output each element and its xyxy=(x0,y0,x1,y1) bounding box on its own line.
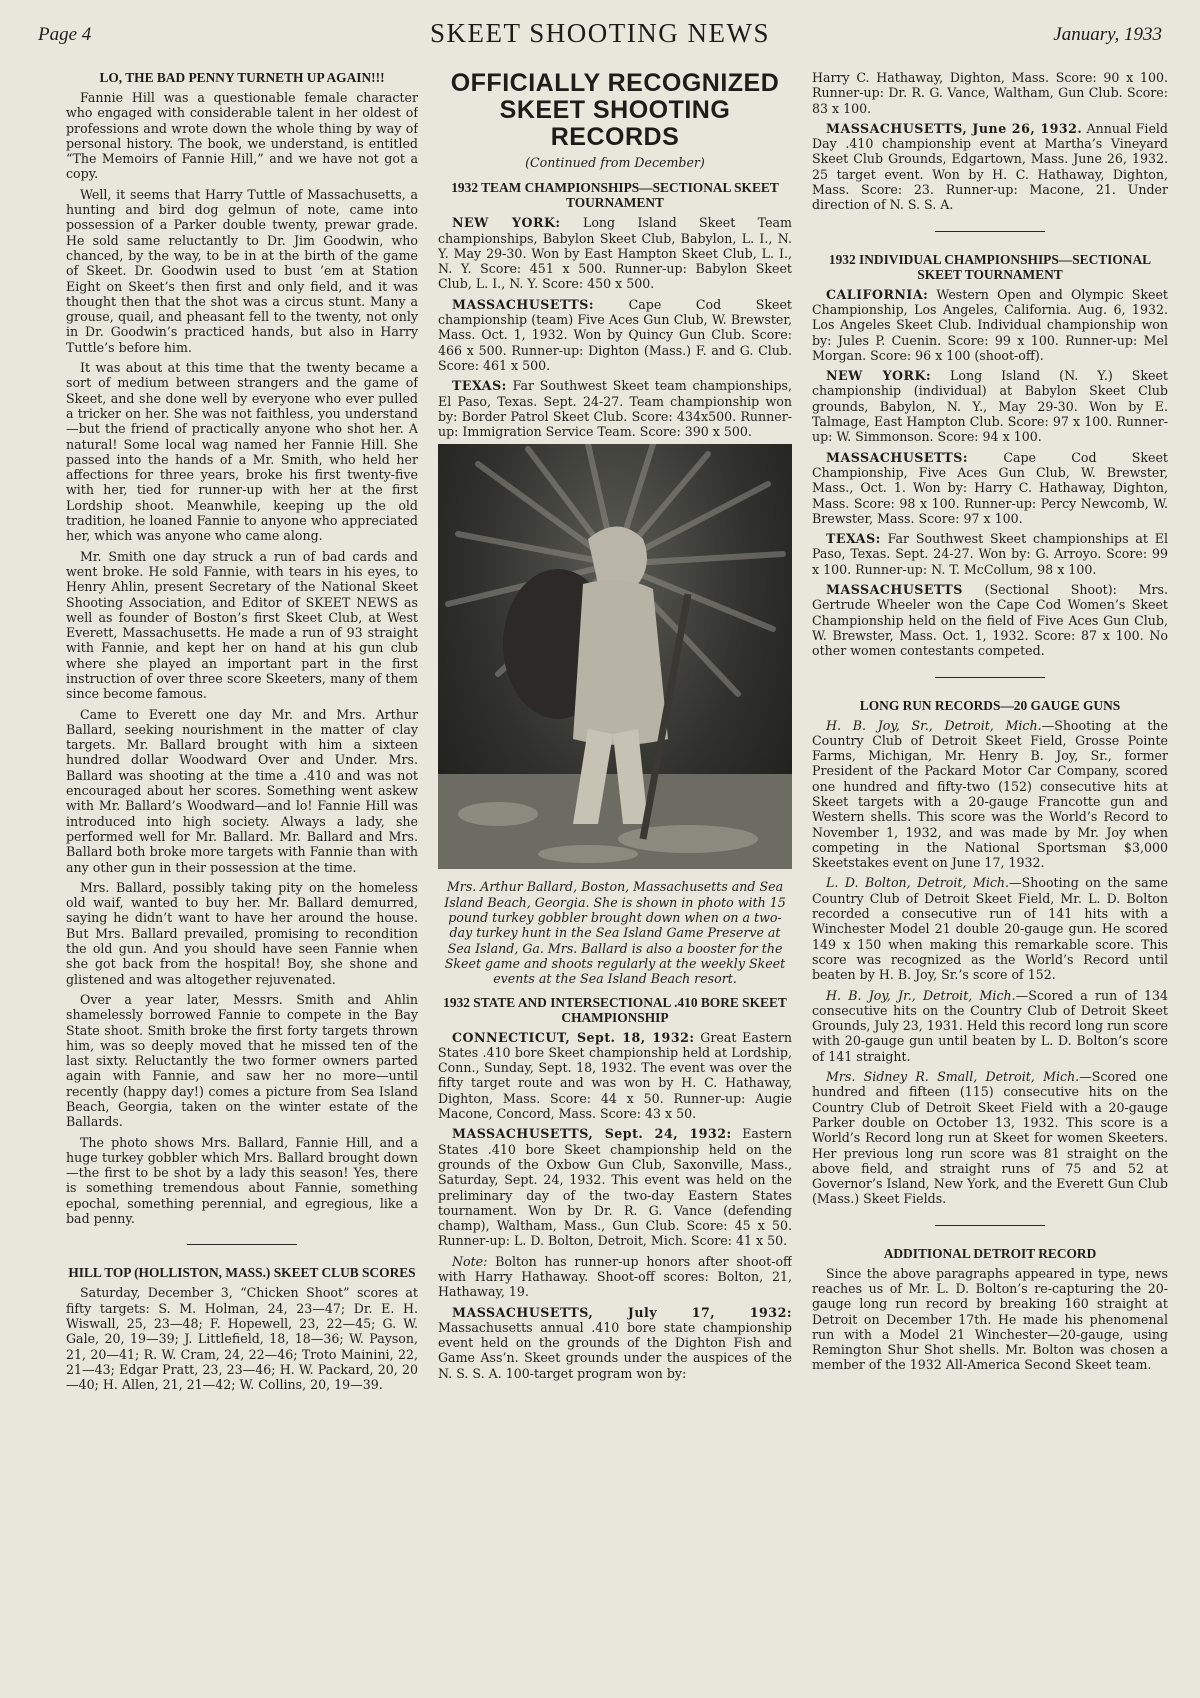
entry-text: —Scored a run of 134 consecutive hits on the Country Club of Detroit Skeet Grounds, July 23, 1931. Held this record long run score with 20-gauge gun until beaten by L. D. Bolton’s score of 141 straight. xyxy=(812,987,1168,1064)
section-divider xyxy=(935,231,1045,232)
individual-championships-headline: 1932 INDIVIDUAL CHAMPIONSHIPS—SECTIONAL SKEET TOURNAMENT xyxy=(828,251,1152,282)
page-number: Page 4 xyxy=(38,24,92,45)
entry-text: (Sectional Shoot): Mrs. Gertrude Wheeler won the Cape Cod Women’s Skeet Championship held on the field of Five Aces Gun Club, W. Brewster, Mass. Oct. 1, 1932. Score: 87 x 100. No other women contestants competed. xyxy=(812,582,1168,659)
entry-text: Great Eastern States .410 bore Skeet championship held at Lordship, Conn., Sunday, Sept. 18, 1932. The event was over the fifty target route and was won by H. C. Hathaway, Dighton, Mass. Score: 44 x 50. Runner-up: Augie Macone, Concord, Mass. Score: 43 x 50. xyxy=(438,1029,792,1122)
record-entry xyxy=(438,215,792,291)
hilltop-headline: HILL TOP (HOLLISTON, MASS.) SKEET CLUB SCORES xyxy=(68,1265,416,1281)
penny-paragraph: Mr. Smith one day struck a run of bad cards and went broke. He sold Fannie, with tears in his eyes, to Henry Ahlin, present Secretary of the National Skeet Shooting Association, and Editor of SKEET NEWS as well as founder of Boston’s first Skeet Club, at West Everett, Massachusetts. He made a run of 93 straight with Fannie, and kept her on hand at his gun club where she played an important part in the first instruction of over three score Skeeters, many of them since become famous. xyxy=(66,548,418,702)
long-run-entry xyxy=(812,875,1168,982)
record-note xyxy=(438,1254,792,1300)
entry-text: Western Open and Olympic Skeet Championship, Los Angeles, California. Aug. 6, 1932. Los Angeles Skeet Club. Individual championship won by: Jules P. Cuenin. Score: 99 x 100. Runner-up: Mel Morgan. Score: 96 x 100 (shoot-off). xyxy=(812,286,1168,363)
long-run-entry xyxy=(812,1069,1168,1207)
state-410-headline: 1932 STATE AND INTERSECTIONAL .410 BORE SKEET CHAMPIONSHIP xyxy=(443,994,787,1025)
section-divider xyxy=(935,1225,1045,1226)
penny-paragraph: The photo shows Mrs. Ballard, Fannie Hill, and a huge turkey gobbler which Mrs. Ballard brought down—the first to be shot by a lady this season! Yes, there is something tremendous about Fannie, something epochal, something perennial, and egregious, like a bad penny. xyxy=(66,1134,418,1227)
entry-text: Cape Cod Skeet Championship, Five Aces Gun Club, W. Brewster, Mass., Oct. 1. Won by: Harry C. Hathaway, Dighton, Mass. Score: 98 x 100. Runner-up: Percy Newcomb, W. Brewster, Mass. Score: 97 x 100. xyxy=(812,449,1168,526)
issue-date: January, 1933 xyxy=(1053,24,1162,45)
publication-title: SKEET SHOOTING NEWS xyxy=(430,18,770,48)
entry-state: CALIFORNIA: xyxy=(826,286,929,302)
long-run-entry xyxy=(812,718,1168,871)
section-divider xyxy=(935,677,1045,678)
ballard-turkey-photo xyxy=(438,444,792,869)
entry-state: MASSACHUSETTS: xyxy=(452,296,595,312)
entry-state: TEXAS: xyxy=(452,378,507,394)
penny-paragraph: Over a year later, Messrs. Smith and Ahlin shamelessly borrowed Fannie to compete in the Bay State shoot. Smith broke the first forty targets thrown him, was so deeply moved that he missed ten of the last sixty. Reluctantly the two former owners parted again with Fannie, and saw her no more—until recently (happy day!) comes a picture from Sea Island Beach, Georgia, taken on the winter estate of the Ballards. xyxy=(66,991,418,1130)
record-entry xyxy=(812,531,1168,577)
record-entry xyxy=(438,378,792,439)
entry-text: Cape Cod Skeet championship (team) Five Aces Gun Club, W. Brewster, Mass. Oct. 1, 1932. Won by Quincy Gun Club. Score: 466 x 500. Runner-up: Dighton (Mass.) F. and G. Club. Score: 461 x 500. xyxy=(438,296,792,373)
note-label: Note: xyxy=(452,1253,488,1269)
entry-text: Far Southwest Skeet team championships, El Paso, Texas. Sept. 24-27. Team championship won by: Border Patrol Skeet Club. Score: 434x500. Runner-up: Immigration Service Team. Score: 390 x 500. xyxy=(438,378,792,440)
entry-text: —Shooting at the Country Club of Detroit Skeet Field, Grosse Pointe Farms, Michigan, Mr. Henry B. Joy, Sr., former President of the Packard Motor Car Company, scored one hundred and fifty-two (152) consecutive hits at Skeet targets with a 20-gauge Francotte gun and Western shells. This score was the World’s Record to November 1, 1932, and was made by Mr. Joy when competing in the National Sportsman $3,000 Skeetstakes event on June 17, 1932. xyxy=(812,717,1168,871)
records-headline: OFFICIALLY RECOGNIZED SKEET SHOOTING RECORDS xyxy=(450,70,780,151)
hilltop-scores: Saturday, December 3, “Chicken Shoot” scores at fifty targets: S. M. Holman, 24, 23—47; Dr. E. H. Wiswall, 25, 23—48; F. Hopewell, 23, 22—45; G. W. Gale, 20, 19—39; J. Littlefield, 18, 18—36; W. Payson, 21, 20—41; R. W. Cram, 24, 22—46; Troto Mainini, 22, 21—43; Edgar Pratt, 23, 23—46; H. W. Packard, 20, 20—40; H. Allen, 21, 21—42; W. Collins, 20, 19—39. xyxy=(66,1285,418,1393)
entry-text: Far Southwest Skeet championships at El Paso, Texas. Sept. 24-27. Won by: G. Arroyo. Score: 99 x 100. Runner-up: N. T. McCollum, 98 x 100. xyxy=(812,531,1168,577)
entry-text: —Shooting on the same Country Club of Detroit Skeet Field, Mr. L. D. Bolton recorded a consecutive run of 141 hits with a Winchester Model 21 double 20-gauge gun. He scored 149 x 150 when making this remarkable score. This score was recognized as the World’s Record until beaten by H. B. Joy, Sr.’s score of 152. xyxy=(812,875,1168,983)
penny-paragraph: It was about at this time that the twenty became a sort of medium between strangers and the game of Skeet, and she done well by everyone who ever pulled a tricker on her. She was not faithless, you understand —but the friend of practically anyone who shot her. A natural! Some local wag named her Fannie Hill. She passed into the hands of a Mr. Smith, who held her affections for three years, broke his first twenty-five with her, tied for runner-up with her at the first Lordship shoot. Meanwhile, keeping up the old tradition, he loaned Fannie to anyone who appreciated her, which was anyone who came along. xyxy=(66,360,418,544)
column-3 xyxy=(812,70,1168,1684)
record-entry xyxy=(438,1030,792,1122)
team-championships-headline: 1932 TEAM CHAMPIONSHIPS—SECTIONAL SKEET TOURNAMENT xyxy=(451,180,779,211)
entry-text: —Scored one hundred and fifteen (115) consecutive hits on the Country Club of Detroit Skeet Field with a 20-gauge Parker double on October 13, 1932. This score is a World’s Record long run at Skeet for women Skeeters. Her previous long run score was 81 straight on the above field, and straight runs of 75 and 52 at Governor’s Island, New York, and the Everett Gun Club (Mass.) Skeet Fields. xyxy=(812,1069,1168,1207)
record-entry xyxy=(438,1126,792,1248)
detroit-record-body: Since the above paragraphs appeared in type, news reaches us of Mr. L. D. Bolton’s re-capturing the 20-gauge long run record by breaking 160 straight at Detroit on December 17th. He made his phenomenal run with a Model 21 Winchester—20-gauge, using Remington Shur Shot shells. Mr. Bolton was chosen a member of the 1932 All-America Second Skeet team. xyxy=(812,1265,1168,1373)
long-run-entry xyxy=(812,988,1168,1064)
entry-state: TEXAS: xyxy=(826,531,881,547)
continued-note: (Continued from December) xyxy=(525,155,705,170)
record-entry xyxy=(812,582,1168,658)
penny-paragraph: Well, it seems that Harry Tuttle of Massachusetts, a hunting and bird dog gelmun of note, came into possession of a Parker double twenty, prewar grade. He sold same reluctantly to Dr. Jim Goodwin, who chanced, by the way, to be in at the birth of the game of Skeet. Dr. Goodwin used to bust ’em at Station Eight on Skeet’s then first and only field, and it was thought then that the shot was a circus stunt. Many a grouse, quail, and pheasant fell to the twenty, not only in Dr. Goodwin’s practiced hands, but also in Harry Tuttle’s before him. xyxy=(66,186,418,355)
shooter-name: Mrs. Sidney R. Small, Detroit, Mich. xyxy=(826,1069,1080,1085)
record-entry xyxy=(812,368,1168,444)
entry-state: MASSACHUSETTS xyxy=(826,582,963,598)
record-entry xyxy=(812,450,1168,526)
entry-state: MASSACHUSETTS: xyxy=(826,449,969,465)
section-divider xyxy=(187,1244,297,1245)
record-entry xyxy=(812,287,1168,363)
shooter-name: H. B. Joy, Jr., Detroit, Mich. xyxy=(826,987,1016,1003)
entry-state: MASSACHUSETTS, July 17, 1932: xyxy=(452,1304,792,1320)
running-header xyxy=(0,14,1200,54)
entry-state: MASSACHUSETTS, June 26, 1932. xyxy=(826,120,1083,136)
shooter-name: L. D. Bolton, Detroit, Mich. xyxy=(826,875,1010,891)
entry-text: Long Island (N. Y.) Skeet championship (individual) at Babylon Skeet Club grounds, Babylon, N. Y., May 29-30. Won by E. Talmage, East Hampton Club. Score: 97 x 100. Runner-up: W. Simmonson. Score: 94 x 100. xyxy=(812,368,1168,445)
long-run-headline: LONG RUN RECORDS—20 GAUGE GUNS xyxy=(859,697,1121,713)
penny-headline: LO, THE BAD PENNY TURNETH UP AGAIN!!! xyxy=(99,70,385,85)
record-entry xyxy=(438,1305,792,1381)
continued-entry: Harry C. Hathaway, Dighton, Mass. Score: 90 x 100. Runner-up: Dr. R. G. Vance, Waltham, Gun Club. Score: 83 x 100. xyxy=(812,70,1168,116)
entry-state: NEW YORK: xyxy=(826,368,932,384)
column-2 xyxy=(438,70,792,1684)
penny-paragraph: Came to Everett one day Mr. and Mrs. Arthur Ballard, seeking nourishment in the matter of clay targets. Mr. Ballard brought with him a sixteen hundred dollar Woodward Over and Under. Mrs. Ballard was shooting at the time a .410 and was not encouraged about her scores. Something went askew with Mr. Ballard’s Woodward—and lo! Fannie Hill was introduced into high society. Always a lady, she performed well for Mr. Ballard. Mr. Ballard and Mrs. Ballard both broke more targets with Fannie than with any other gun in their possession at the time. xyxy=(66,706,418,875)
entry-state: NEW YORK: xyxy=(452,215,561,231)
detroit-record-headline: ADDITIONAL DETROIT RECORD xyxy=(883,1245,1097,1261)
record-entry xyxy=(812,121,1168,213)
entry-text: Massachusetts annual .410 bore state championship event held on the grounds of the Dighton Fish and Game Ass’n. Skeet grounds under the auspices of the N. S. S. A. 100-target program won by: xyxy=(438,1319,792,1381)
column-1 xyxy=(66,70,418,1684)
entry-text: Long Island Skeet Team championships, Babylon Skeet Club, Babylon, L. I., N. Y. May 29-30. Won by East Hampton Skeet Club, L. I., N. Y. Score: 451 x 500. Runner-up: Babylon Skeet Club, L. I., N. Y. Score: 450 x 500. xyxy=(438,215,792,292)
photo-caption: Mrs. Arthur Ballard, Boston, Massachusetts and Sea Island Beach, Georgia. She is shown in photo with 15 pound turkey gobbler brought down when on a two-day turkey hunt in the Sea Island Game Preserve at Sea Island, Ga. Mrs. Ballard is also a booster for the Skeet game and shoots regularly at the weekly Skeet events at the Sea Island Beach resort. xyxy=(444,879,786,987)
note-text: Bolton has runner-up honors after shoot-off with Harry Hathaway. Shoot-off scores: Bolton, 21, Hathaway, 19. xyxy=(438,1253,792,1300)
entry-state: CONNECTICUT, Sept. 18, 1932: xyxy=(452,1029,695,1045)
record-entry xyxy=(438,297,792,373)
entry-text: Annual Field Day .410 championship event at Martha’s Vineyard Skeet Club Grounds, Edgartown, Mass. June 26, 1932. 25 target event. Won by H. C. Hathaway, Dighton, Mass. Score: 23. Runner-up: Macone, 21. Under direction of N. S. S. A. xyxy=(812,120,1168,213)
penny-paragraph: Fannie Hill was a questionable female character who engaged with considerable talent in her oldest of professions and wrote down the whole thing by way of personal history. The book, we understand, is entitled “The Memoirs of Fannie Hill,” and we have not got a copy. xyxy=(66,90,418,182)
shooter-name: H. B. Joy, Sr., Detroit, Mich. xyxy=(826,717,1042,733)
entry-state: MASSACHUSETTS, Sept. 24, 1932: xyxy=(452,1126,732,1142)
penny-paragraph: Mrs. Ballard, possibly taking pity on the homeless old waif, wanted to buy her. Mr. Ballard demurred, saying he didn’t want to have her around the house. But Mrs. Ballard prevailed, promising to recondition the old gun. And you should have seen Fannie when she got back from the hospital! Boy, she shone and glistened and was altogether rejuvenated. xyxy=(66,879,418,987)
entry-text: Eastern States .410 bore Skeet championship held on the grounds of the Oxbow Gun Club, Saxonville, Mass., Saturday, Sept. 24, 1932. This event was held on the preliminary day of the two-day Eastern States tournament. Won by Dr. R. G. Vance (defending champ), Waltham, Mass., Gun Club. Score: 45 x 50. Runner-up: L. D. Bolton, Detroit, Mich. Score: 41 x 50. xyxy=(438,1126,792,1249)
